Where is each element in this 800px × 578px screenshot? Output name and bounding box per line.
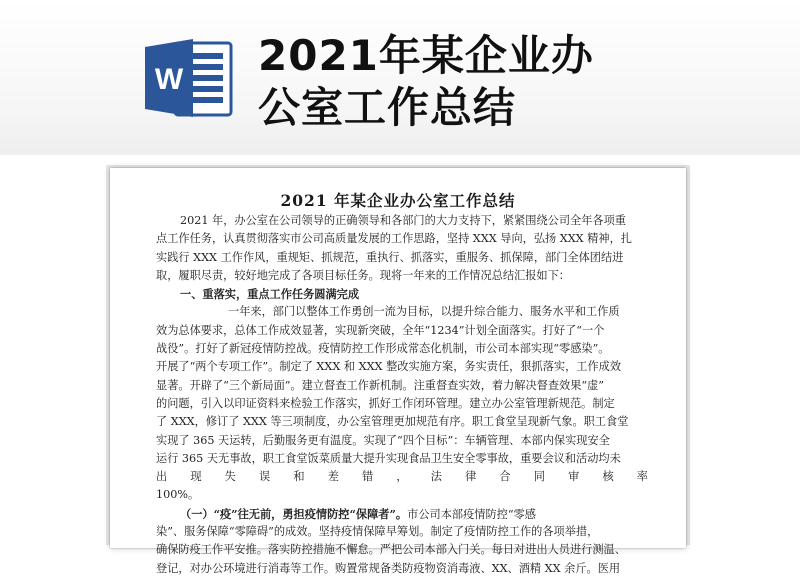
- subsection-line: [156, 505, 648, 523]
- paragraph-line: 实践行 XXX 工作作风，重规矩、抓规范，重执行、抓落实，重服务、抓保障，部门全体团结进: [156, 250, 624, 264]
- page-title: [258, 30, 778, 134]
- page-title-line-2: 公室工作总结: [258, 83, 517, 132]
- paragraph-line: 效为总体要求，总体工作成效显著，实现新突破，全年“1234”计划全面落实。打好了“一个: [156, 323, 605, 337]
- paragraph-line: 100%。: [156, 488, 200, 502]
- document-page: [110, 168, 686, 575]
- paragraph-line: 2021 年，办公室在公司领导的正确领导和各部门的大力支持下，紧紧围绕公司全年各项重: [180, 214, 626, 227]
- word-icon: [145, 37, 233, 119]
- page-title-line-1: 2021年某企业办: [258, 31, 594, 80]
- document-title: 2021 年某企业办公室工作总结: [280, 191, 516, 210]
- paragraph-line: 战役”。打好了新冠疫情防控战。疫情防控工作形成常态化机制，市公司本部实现“零感染”。: [156, 342, 610, 356]
- paragraph-line: 确保防疫工作平安推。落实防控措施不懈怠。严把公司本部入门关。每日对进出人员进行测温、: [156, 543, 626, 557]
- word-icon-letter: W: [154, 63, 184, 96]
- document-body: [156, 212, 648, 578]
- paragraph-line: 显著。开辟了“三个新局面”。建立督查工作新机制。注重督查实效，着力解决督查效果“虚”: [156, 378, 605, 392]
- paragraph-line: 出 现 失 误 和 差 错 ， 法 律 合 同 审 核 率: [156, 470, 648, 484]
- paragraph-line: 点工作任务，认真贯彻落实市公司高质量发展的工作思路，坚持 XXX 导向，弘扬 XXX 精神，扎: [156, 232, 632, 246]
- paragraph-line: 取，履职尽责，较好地完成了各项目标任务。现将一年来的工作情况总结汇报如下：: [156, 268, 570, 282]
- paragraph-line: 开展了“两个专项工作”。制定了 XXX 和 XXX 整改实施方案，务实责任，狠抓落实，工作成效: [156, 360, 622, 374]
- paragraph-line: 染”、服务保障“零障碍”的成效。坚持疫情保障早筹划。制定了疫情防控工作的各项举措，: [156, 525, 599, 539]
- paragraph-line: 一年来，部门以整体工作勇创一流为目标，以提升综合能力、服务水平和工作质: [228, 305, 620, 319]
- paragraph-line: 实现了 365 天运转，后勤服务更有温度。实现了“四个目标”：车辆管理、本部内保实现安全: [156, 433, 610, 447]
- paragraph-line: 的问题，引入以印证资料来检验工作落实，抓好工作闭环管理。建立办公室管理新规范。制定: [156, 396, 615, 410]
- paragraph-line: 运行 365 天无事故，职工食堂饭菜质量大提升实现食品卫生安全零事故，重要会议和活动均未: [156, 451, 621, 465]
- section-heading: 一、重落实，重点工作任务圆满完成: [180, 287, 360, 302]
- paragraph-text: 市公司本部疫情防控“零感: [407, 507, 536, 521]
- subsection-heading: （一）“疫”往无前，勇担疫情防控“保障者”。: [180, 506, 408, 521]
- paragraph-line: 登记，对办公环境进行消毒等工作。购置常规备类防疫物资消毒液、XX、酒精 XX 余斤。医用: [156, 561, 621, 575]
- paragraph-line: 了 XXX，修订了 XXX 等三项制度，办公室管理更加规范有序。职工食堂呈现新气象。职工食堂: [156, 415, 629, 429]
